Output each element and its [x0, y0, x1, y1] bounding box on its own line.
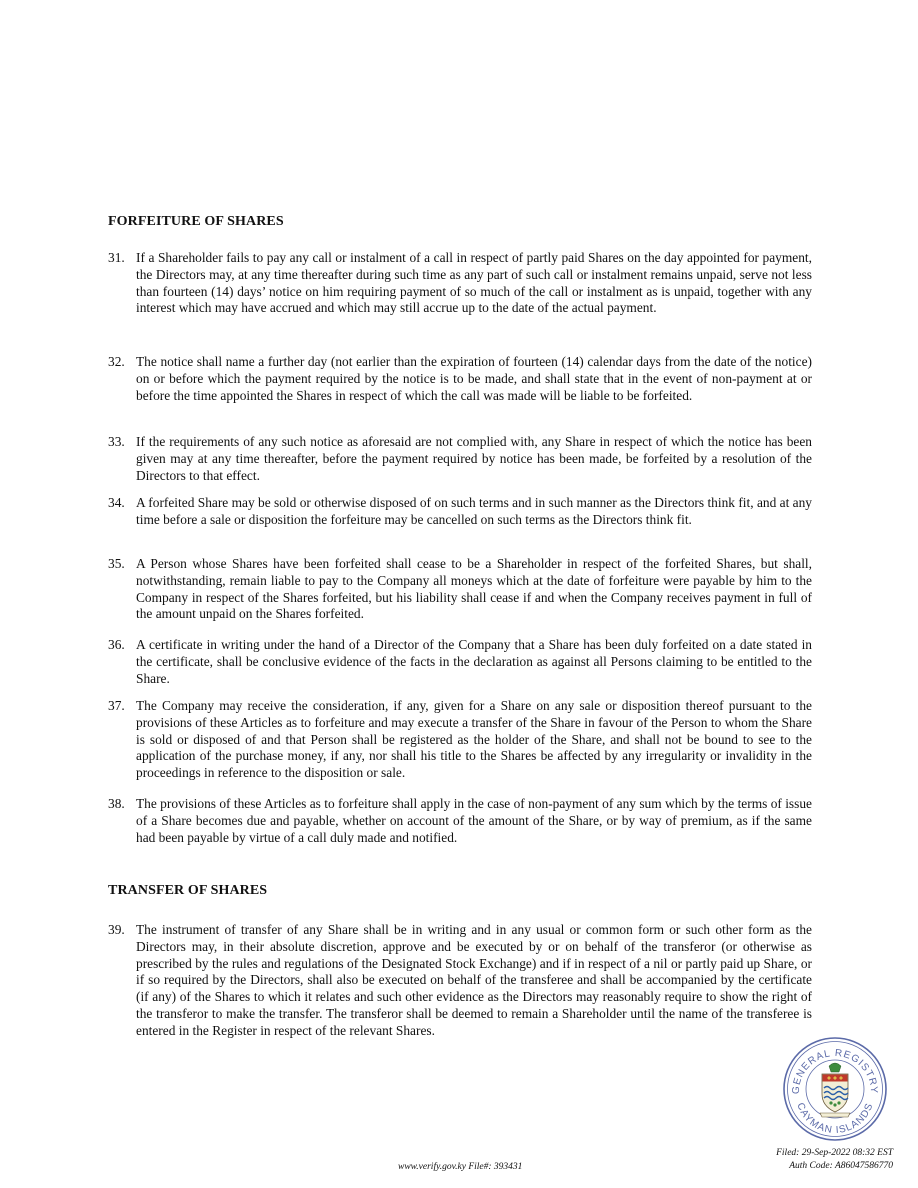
clause-number: 34. [108, 495, 125, 510]
clause-number: 37. [108, 698, 125, 713]
seal-crest [820, 1063, 850, 1117]
clause-text: The Company may receive the consideration, if any, given for a Share on any sale or disposition thereof pursuant to the provisions of these Articles as to forfeiture and may execute a transfer of the Share in favour of the Person to whom the Share is sold or disposed of and that Person shall be registered as the holder of the Share, and shall not be bound to see to the application of the purchase money, if any, nor shall his title to the Shares be affected by any irregularity or invalidity in the proceedings in reference to the disposition or sale. [136, 698, 812, 781]
clause-37 [108, 698, 812, 782]
clause-number: 31. [108, 250, 125, 265]
clause-text: The provisions of these Articles as to forfeiture shall apply in the case of non-payment of any sum which by the terms of issue of a Share becomes due and payable, whether on account of the amount of the Share, or by way of premium, as if the same had been payable by virtue of a call duly made and notified. [136, 796, 812, 845]
clause-number: 35. [108, 556, 125, 571]
footer-verify-url: www.verify.gov.ky File#: 393431 [398, 1162, 523, 1172]
clause-text: A certificate in writing under the hand of a Director of the Company that a Share has been duly forfeited on a date stated in the certificate, shall be conclusive evidence of the facts in the declaration as against all Persons claiming to be entitled to the Share. [136, 637, 812, 686]
general-registry-seal-icon [782, 1036, 888, 1142]
clause-text: The instrument of transfer of any Share shall be in writing and in any usual or common form or such other form as the Directors may, in their absolute discretion, approve and be executed by or on behalf of the transferor (or otherwise as prescribed by the rules and regulations of the Designated Stock Exchange) and if in respect of a nil or partly paid up Share, or if so required by the Directors, shall also be executed on behalf of the transferee and shall be accompanied by the certificate (if any) of the Shares to which it relates and such other evidence as the Directors may reasonably require to show the right of the transferor to make the transfer. The transferor shall be deemed to remain a Shareholder until the name of the transferee is entered in the Register in respect of the relevant Shares. [136, 922, 812, 1038]
clause-32 [108, 354, 812, 404]
clause-number: 33. [108, 434, 125, 449]
clause-number: 36. [108, 637, 125, 652]
seal-text-top: GENERAL REGISTRY [790, 1047, 880, 1095]
auth-code: Auth Code: A86047586770 [789, 1161, 893, 1171]
filing-stamp [776, 1147, 893, 1173]
clause-number: 38. [108, 796, 125, 811]
clause-35 [108, 556, 812, 623]
clause-text: If a Shareholder fails to pay any call or instalment of a call in respect of partly paid Shares on the day appointed for payment, the Directors may, at any time thereafter during such time as any part of such call or instalment remains unpaid, serve not less than fourteen (14) days’ notice on him requiring payment of so much of the call or instalment as is unpaid, together with any interest which may have accrued and which may still accrue up to the date of the actual payment. [136, 250, 812, 316]
clause-text: If the requirements of any such notice as aforesaid are not complied with, any Share in respect of which the notice has been given may at any time thereafter, before the payment required by notice has been made, be forfeited by a resolution of the Directors to that effect. [136, 434, 812, 483]
clause-39 [108, 922, 812, 1040]
seal-text-bottom: CAYMAN ISLANDS [794, 1101, 876, 1137]
section-heading-forfeiture: FORFEITURE OF SHARES [108, 214, 284, 229]
filed-date: Filed: 29-Sep-2022 08:32 EST [776, 1148, 893, 1158]
clause-34 [108, 495, 812, 529]
clause-number: 39. [108, 922, 125, 937]
clause-number: 32. [108, 354, 125, 369]
clause-31 [108, 250, 812, 317]
section-heading-transfer: TRANSFER OF SHARES [108, 883, 268, 898]
clause-33 [108, 434, 812, 484]
clause-text: A forfeited Share may be sold or otherwise disposed of on such terms and in such manner as the Directors think fit, and at any time before a sale or disposition the forfeiture may be cancelled on such terms as the Directors think fit. [136, 495, 812, 527]
clause-text: A Person whose Shares have been forfeited shall cease to be a Shareholder in respect of the forfeited Shares, but shall, notwithstanding, remain liable to pay to the Company all moneys which at the date of forfeiture were payable by him to the Company in respect of the Shares forfeited, but his liability shall cease if and when the Company receives payment in full of the amount unpaid on the Shares forfeited. [136, 556, 812, 622]
clause-36 [108, 637, 812, 687]
clause-text: The notice shall name a further day (not earlier than the expiration of fourteen (14) calendar days from the date of the notice) on or before which the payment required by the notice is to be made, and shall state that in the event of non-payment at or before the time appointed the Shares in respect of which the call was made will be liable to be forfeited. [136, 354, 812, 403]
clause-38 [108, 796, 812, 846]
